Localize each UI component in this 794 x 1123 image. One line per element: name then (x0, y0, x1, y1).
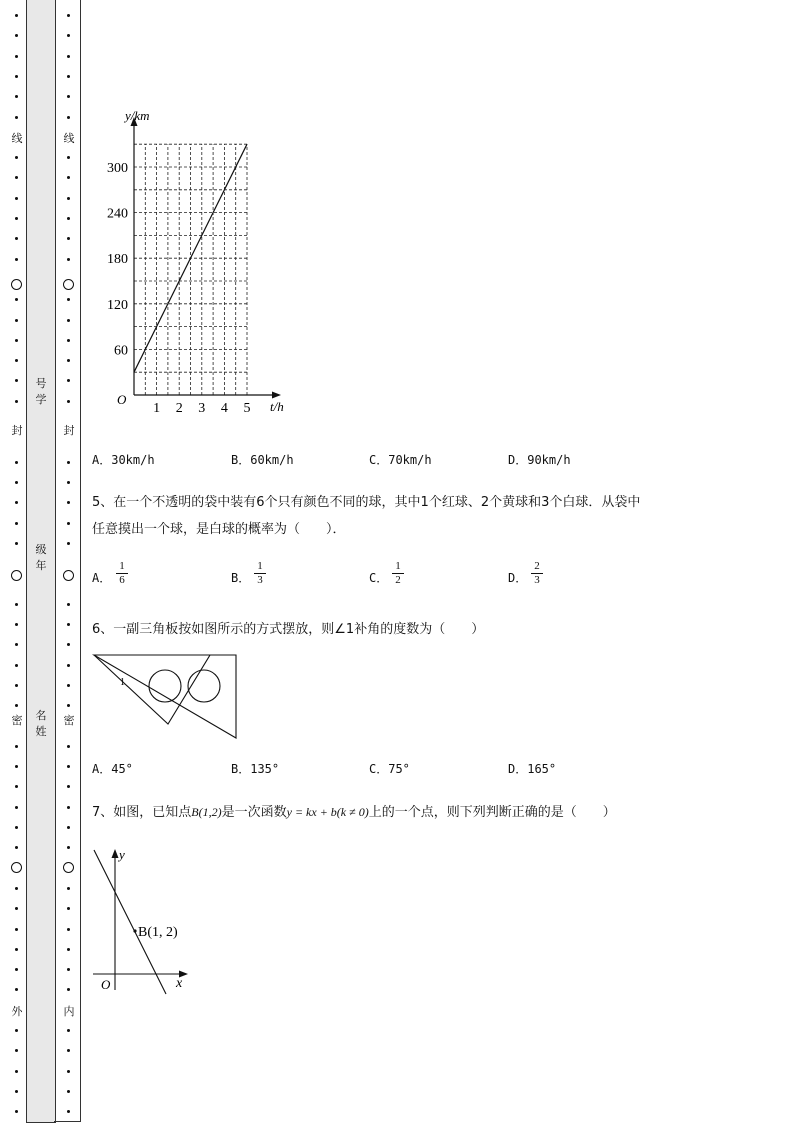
q4-option-a[interactable]: A．30km/h (92, 453, 155, 467)
cut-line-dot (15, 745, 18, 748)
cut-line-dot (67, 542, 70, 545)
q5-option-fraction (392, 560, 404, 587)
q7-stem (92, 801, 616, 820)
inner-dotted-cut-line (67, 0, 73, 1123)
outer-marker-wai: 外 (11, 1005, 23, 1018)
grade-char-1: 级 (35, 543, 47, 556)
grade-char-2: 年 (35, 559, 47, 572)
linear-function-figure (90, 845, 200, 995)
y-tick-label: 180 (107, 252, 128, 268)
cut-line-dot (67, 258, 70, 261)
cut-line-dot (67, 1090, 70, 1093)
graph-grid (134, 144, 247, 395)
inner-marker-mi: 密 (63, 714, 75, 727)
cut-line-dot (15, 501, 18, 504)
cut-line-dot (67, 501, 70, 504)
origin-label: O (117, 392, 127, 407)
cut-line-dot (15, 359, 18, 362)
cut-line-dot (15, 948, 18, 951)
cut-line-dot (15, 704, 18, 707)
cut-line-dot (67, 765, 70, 768)
inner-circle-mark (63, 570, 74, 581)
cut-line-dot (15, 684, 18, 687)
cut-line-dot (67, 623, 70, 626)
y-tick-label: 120 (107, 297, 128, 313)
student-id-char-2: 学 (35, 393, 47, 406)
x-tick-label: 4 (220, 401, 228, 416)
name-label (33, 708, 49, 740)
cut-line-dot (15, 95, 18, 98)
q6-stem: 6、一副三角板按如图所示的方式摆放，则∠1补角的度数为（ ） (92, 622, 485, 637)
q5-stem-line-1: 5、在一个不透明的袋中装有6个只有颜色不同的球，其中1个红球、2个黄球和3个白球．从袋中 (92, 495, 641, 510)
outer-marker-xian: 线 (11, 132, 23, 145)
cut-line-dot (67, 664, 70, 667)
numerator: 1 (392, 560, 404, 574)
cut-line-dot (67, 785, 70, 788)
y-tick-labels (107, 161, 128, 358)
student-id-label (33, 376, 49, 408)
cut-line-dot (15, 1049, 18, 1052)
cut-line-dot (67, 643, 70, 646)
x-tick-label: 3 (198, 401, 206, 416)
q5-stem-line-2: 任意摸出一个球，是白球的概率为（ ）． (92, 522, 346, 537)
cut-line-dot (15, 928, 18, 931)
cut-line-dot (67, 217, 70, 220)
cut-line-dot (15, 664, 18, 667)
q7-stem-part-2: 是一次函数 (221, 805, 287, 820)
x-tick-label: 2 (175, 401, 183, 416)
cut-line-dot (15, 643, 18, 646)
distance-time-graph (95, 105, 295, 420)
q5-option-letter: A． (92, 571, 112, 585)
y-axis-arrow (112, 849, 119, 858)
cut-line-dot (67, 197, 70, 200)
cut-line-dot (67, 1029, 70, 1032)
cut-line-dot (15, 826, 18, 829)
inner-marker-xian: 线 (63, 132, 75, 145)
cut-line-dot (67, 400, 70, 403)
cut-line-dot (15, 156, 18, 159)
cut-line-dot (15, 339, 18, 342)
q5-option-letter: C． (369, 571, 389, 585)
cut-line-dot (15, 298, 18, 301)
cut-line-dot (67, 826, 70, 829)
denominator: 6 (119, 574, 125, 586)
cut-line-dot (15, 887, 18, 890)
cut-line-dot (67, 704, 70, 707)
cut-line-dot (67, 481, 70, 484)
hole-circle-right (188, 670, 220, 702)
cut-line-dot (67, 522, 70, 525)
q5-option-fraction (531, 560, 543, 587)
cut-line-dot (15, 522, 18, 525)
cut-line-dot (15, 968, 18, 971)
cut-line-dot (67, 176, 70, 179)
cut-line-dot (15, 319, 18, 322)
cut-line-dot (15, 785, 18, 788)
name-char-2: 姓 (35, 725, 47, 738)
cut-line-dot (67, 907, 70, 910)
student-id-char-1: 号 (35, 377, 47, 390)
q5-option-letter: B． (231, 571, 251, 585)
cut-line-dot (67, 298, 70, 301)
point-b (133, 929, 136, 932)
cut-line-dot (15, 379, 18, 382)
outer-circle-mark (11, 279, 22, 290)
q5-option-letter: D． (508, 571, 528, 585)
cut-line-dot (67, 237, 70, 240)
q5-option-fraction (116, 560, 128, 587)
q6-option-b[interactable]: B．135° (231, 762, 280, 776)
inner-circle-mark (63, 279, 74, 290)
y-tick-label: 240 (107, 206, 128, 222)
q4-option-d[interactable]: D．90km/h (508, 453, 571, 467)
function-line (94, 850, 166, 994)
cut-line-dot (15, 623, 18, 626)
cut-line-dot (15, 1070, 18, 1073)
cut-line-dot (15, 603, 18, 606)
x-axis-arrow (272, 392, 281, 399)
cut-line-dot (15, 1090, 18, 1093)
q7-stem-part-1: 7、如图，已知点 (92, 805, 192, 820)
cut-line-dot (15, 461, 18, 464)
set-squares-figure (90, 652, 242, 742)
outer-circle-mark (11, 570, 22, 581)
q7-stem-part-3: 上的一个点，则下列判断正确的是（ ） (368, 805, 616, 820)
cut-line-dot (67, 359, 70, 362)
grade-label (33, 542, 49, 574)
inner-circle-mark (63, 862, 74, 873)
numerator: 1 (116, 560, 128, 574)
cut-line-dot (67, 1070, 70, 1073)
cut-line-dot (67, 339, 70, 342)
x-tick-label: 5 (243, 401, 251, 416)
x-tick-labels (153, 401, 250, 416)
inner-marker-feng: 封 (63, 424, 75, 437)
angle-1-label: 1 (120, 677, 125, 688)
q6-option-a[interactable]: A．45° (92, 762, 133, 776)
cut-line-dot (67, 948, 70, 951)
cut-line-dot (15, 258, 18, 261)
cut-line-dot (67, 745, 70, 748)
cut-line-dot (67, 379, 70, 382)
cut-line-dot (15, 1110, 18, 1113)
cut-line-dot (67, 319, 70, 322)
cut-line-dot (67, 34, 70, 37)
cut-line-dot (67, 461, 70, 464)
cut-line-dot (15, 75, 18, 78)
cut-line-dot (67, 887, 70, 890)
cut-line-dot (67, 75, 70, 78)
cut-line-dot (15, 907, 18, 910)
denominator: 2 (395, 574, 401, 586)
binding-margin (0, 0, 82, 1123)
q7-point: B(1,2) (191, 805, 222, 819)
outer-circle-mark (11, 862, 22, 873)
cut-line-dot (67, 928, 70, 931)
cut-line-dot (15, 197, 18, 200)
hole-circle-left (149, 670, 181, 702)
x-tick-label: 1 (153, 401, 161, 416)
cut-line-dot (67, 55, 70, 58)
cut-line-dot (15, 988, 18, 991)
cut-line-dot (67, 95, 70, 98)
outer-dotted-cut-line (15, 0, 21, 1123)
cut-line-dot (15, 481, 18, 484)
cut-line-dot (67, 1049, 70, 1052)
cut-line-dot (15, 237, 18, 240)
inner-marker-nei: 内 (63, 1005, 75, 1018)
inner-border-line (80, 0, 81, 1122)
q6-option-c[interactable]: C．75° (369, 762, 410, 776)
q7-function: y = kx + b(k ≠ 0) (286, 805, 369, 819)
right-triangle-board (94, 655, 236, 738)
q5-option-fraction (254, 560, 266, 587)
cut-line-dot (15, 55, 18, 58)
origin-label: O (101, 977, 111, 992)
cut-line-dot (67, 988, 70, 991)
x-label: x (176, 976, 183, 991)
cut-line-dot (67, 156, 70, 159)
denominator: 3 (534, 574, 540, 586)
cut-line-dot (67, 116, 70, 119)
outer-marker-feng: 封 (11, 424, 23, 437)
cut-line-dot (67, 806, 70, 809)
point-b-label: B(1, 2) (138, 925, 178, 940)
numerator: 1 (254, 560, 266, 574)
cut-line-dot (67, 1110, 70, 1113)
y-tick-label: 60 (114, 343, 128, 359)
cut-line-dot (15, 176, 18, 179)
numerator: 2 (531, 560, 543, 574)
cut-line-dot (67, 14, 70, 17)
cut-line-dot (67, 968, 70, 971)
cut-line-dot (15, 34, 18, 37)
denominator: 3 (257, 574, 263, 586)
outer-marker-mi: 密 (11, 714, 23, 727)
cut-line-dot (15, 14, 18, 17)
q4-option-c[interactable]: C．70km/h (369, 453, 432, 467)
q6-option-d[interactable]: D．165° (508, 762, 557, 776)
name-char-1: 名 (35, 709, 47, 722)
cut-line-dot (15, 217, 18, 220)
y-label: y (119, 847, 125, 862)
cut-line-dot (15, 765, 18, 768)
cut-line-dot (67, 846, 70, 849)
y-axis-label: y/km (125, 108, 150, 123)
cut-line-dot (15, 542, 18, 545)
cut-line-dot (67, 603, 70, 606)
y-tick-label: 300 (107, 161, 128, 176)
cut-line-dot (67, 684, 70, 687)
x-axis-label: t/h (270, 399, 284, 414)
cut-line-dot (15, 806, 18, 809)
cut-line-dot (15, 846, 18, 849)
q4-option-b[interactable]: B．60km/h (231, 453, 294, 467)
cut-line-dot (15, 116, 18, 119)
cut-line-dot (15, 400, 18, 403)
cut-line-dot (15, 1029, 18, 1032)
